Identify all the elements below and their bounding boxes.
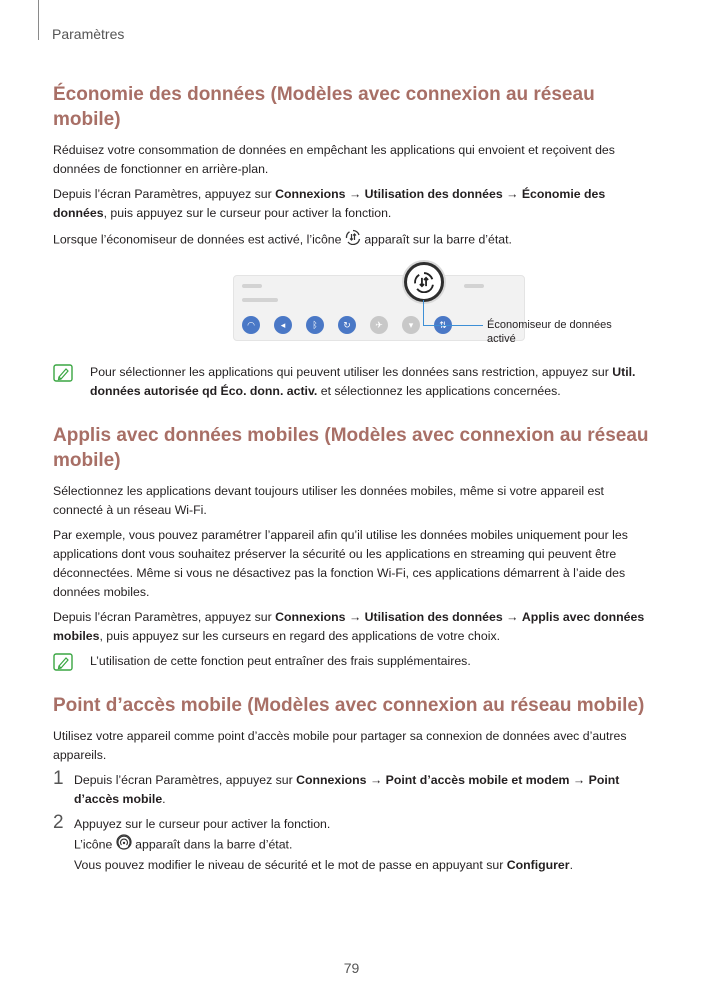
callout-line [423,300,424,325]
wifi-icon[interactable]: ◠ [242,316,260,334]
page-content [53,82,653,881]
callout-label: Économiseur de données activé [487,319,612,345]
note-icon [53,364,73,387]
quick-panel-screenshot [233,275,525,341]
corner-rule [38,0,39,40]
paragraph: Depuis l’écran Paramètres, appuyez sur Connexions → Utilisation des données → Économie des données, puis appuyez sur le curseur pour activer la fonction. [53,187,606,220]
data-saver-magnified-icon [404,262,444,302]
running-header: Paramètres [52,26,125,42]
quick-panel-figure [53,267,653,351]
paragraph: Sélectionnez les applications devant toujours utiliser les données mobiles, même si votre appareil est connecté à un réseau Wi-Fi. [53,484,604,517]
flashlight-icon[interactable]: ▾ [402,316,420,334]
callout-line [423,325,483,326]
paragraph: Par exemple, vous pouvez paramétrer l’appareil afin qu’il utilise les données mobiles uniquement pour les applications dont vous souhaitez préserver la sécurité ou les applications en streaming qui peuvent être déconnectées. Même si vous ne désactivez pas la fonction Wi-Fi, ces applications démarrent à l’aide des données mobiles. [53,528,628,599]
step-item: 2 Appuyez sur le curseur pour activer la fonction. L’icône apparaît dans la barre d’état. Vous pouvez modifier le niveau de sécurité et le mot de passe en appuyant sur Configurer. [53,812,573,872]
paragraph: Depuis l’écran Paramètres, appuyez sur Connexions → Utilisation des données → Applis avec données mobiles, puis appuyez sur les curseurs en regard des applications de votre choix. [53,610,645,643]
step-number: 1 [53,768,64,789]
page-number: 79 [343,960,360,976]
status-text [242,284,262,288]
section-title-mobile-data-apps: Applis avec données mobiles (Modèles avec connexion au réseau mobile) [53,425,649,471]
section-title-data-saver: Économie des données (Modèles avec connexion au réseau mobile) [53,84,595,130]
paragraph: Réduisez votre consommation de données en empêchant les applications qui envoient et reçoivent des données de fonctionner en arrière-plan. [53,143,615,176]
note-icon [53,653,73,676]
section-title-hotspot: Point d’accès mobile (Modèles avec connexion au réseau mobile) [53,695,645,716]
step-item: 1 Depuis l’écran Paramètres, appuyez sur Connexions → Point d’accès mobile et modem → Point d’accès mobile. [53,768,620,806]
quick-settings-row [242,316,452,334]
bluetooth-icon[interactable]: ᛒ [306,316,324,334]
hotspot-icon [116,834,132,856]
airplane-icon[interactable]: ✈ [370,316,388,334]
paragraph: Utilisez votre appareil comme point d’accès mobile pour partager sa connexion de données avec d’autres appareils. [53,729,627,762]
note-block: Pour sélectionner les applications qui peuvent utiliser les données sans restriction, appuyez sur Util. données autorisée qd Éco. donn. activ. et sélectionnez les applications concernées. [53,363,653,401]
note-block: L’utilisation de cette fonction peut entraîner des frais supplémentaires. [53,652,653,671]
date-text [242,298,278,302]
status-icons [464,284,484,288]
data-saver-icon [345,229,361,251]
sound-icon[interactable]: ◂ [274,316,292,334]
rotate-icon[interactable]: ↻ [338,316,356,334]
step-number: 2 [53,812,64,833]
paragraph: Lorsque l’économiseur de données est activé, l’icône apparaît sur la barre d’état. [53,229,653,251]
